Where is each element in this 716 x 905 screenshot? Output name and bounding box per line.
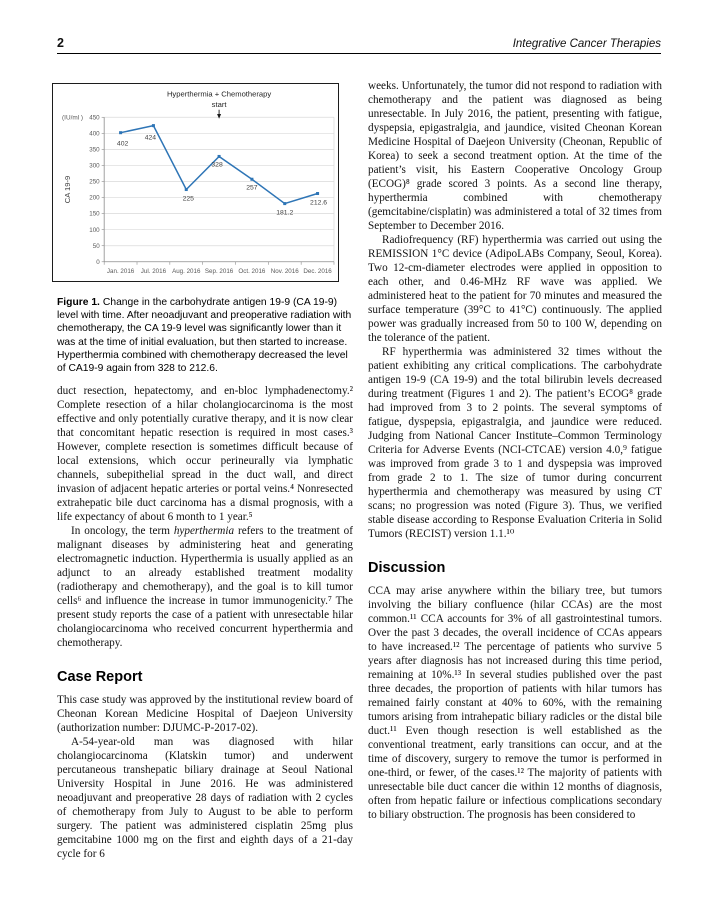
paragraph-segment: refers to the treatment of malignant diseases by administering heat and generating electromagnetic induction. Hyperthermia is usually applied as an adjunct to an already established treatment modality (radiotherapy and chemotherapy), and the goal is to kill tumor cells⁶ and influence the increase in tumor immunogenicity.⁷ The present study reports the case of a patient with unresectable hilar cholangiocarcinoma who received concurrent hyperthermia and chemotherapy. bbox=[57, 525, 353, 649]
svg-text:328: 328 bbox=[211, 161, 223, 169]
svg-text:181.2: 181.2 bbox=[276, 209, 294, 217]
svg-text:Aug. 2016: Aug. 2016 bbox=[172, 267, 201, 275]
svg-text:350: 350 bbox=[89, 146, 100, 154]
svg-text:Nov. 2016: Nov. 2016 bbox=[270, 267, 299, 275]
svg-text:Jan. 2016: Jan. 2016 bbox=[106, 267, 135, 275]
paragraph-duct-resection: duct resection, hepatectomy, and en-bloc lymphadenectomy.² Complete resection of a hilar cholangiocarcinoma is the most effective and only potentially curative therapy, and it is now clear that concomitant hepatic resection is required in most cases.³ However, complete resection is sometimes difficult because of local extensions, which occur perineurally via lymphatic channels, subepithelial spread in the duct wall, and direct invasion of adjacent hepatic arteries or portal veins.⁴ Nonresected extrahepatic bile duct carcinoma has a dismal prognosis, with a life expectancy of about 6 month to 1 year.⁵ bbox=[57, 385, 353, 523]
svg-text:0: 0 bbox=[96, 258, 100, 266]
svg-text:402: 402 bbox=[116, 140, 129, 148]
svg-text:start: start bbox=[211, 100, 227, 110]
paragraph-segment: In oncology, the term bbox=[71, 525, 174, 537]
svg-text:200: 200 bbox=[89, 194, 100, 202]
italic-term-hyperthermia: hyperthermia bbox=[173, 525, 235, 537]
heading-discussion: Discussion bbox=[368, 560, 446, 576]
paragraph-patient-history: A-54-year-old man was diagnosed with hilar cholangiocarcinoma (Klatskin tumor) and underwent percutaneous transhepatic biliary drainage at Seoul National University Hospital in June 2016. He was administered neoadjuvant and preoperative 28 days of radiation with 2 cycles of chemotherapy from July to August to be able to perform surgery. The patient was administered cisplatin 25mg plus gemcitabine 1000 mg on the first and eighth days of a 21-day cycle for 6 bbox=[57, 736, 353, 860]
svg-text:100: 100 bbox=[89, 226, 100, 234]
svg-text:300: 300 bbox=[89, 162, 100, 170]
svg-text:Oct. 2016: Oct. 2016 bbox=[238, 267, 266, 275]
page-number: 2 bbox=[57, 36, 64, 50]
svg-text:450: 450 bbox=[89, 114, 100, 122]
figure-1-caption bbox=[57, 296, 352, 375]
paragraph-treatment-results: RF hyperthermia was administered 32 times without the patient exhibiting any critical complications. The carbohydrate antigen 19-9 (CA 19-9) and the total bilirubin levels decreased during treatment (Figures 1 and 2). The patient’s ECOG⁸ grade had improved from 3 to 2 points. The several symptoms of fatigue, dyspepsia, epigastralgia, and jaundice were reduced. Judging from National Cancer Institute–Common Terminology Criteria for Adverse Events (NCI-CTCAE) version 4.0,⁹ fatigue was improved from grade 3 to 1 and dyspepsia was improved from grade 2 to 1. The size of tumor during concurrent hyperthermia and chemotherapy was measured by using CT scans; no progression was noted (Figure 3). Thus, we verified stable disease according to Response Evaluation Criteria in Solid Tumors (RECIST) version 1.1.¹⁰ bbox=[368, 346, 662, 540]
paragraph-second-opinion: weeks. Unfortunately, the tumor did not respond to radiation with chemotherapy and the patient was diagnosed as being unresectable. In July 2016, the patient, presenting with fatigue, dyspepsia, epigastralgia, and jaundice, visited Cheonan Korean Medicine Hospital of Daejeon University (Cheonan, Republic of Korea) to seek a second treatment option. At the time of the patient’s visit, his Eastern Cooperative Oncology Group (ECOG)⁸ grade scored 3 points. As a second line therapy, hyperthermia combined with chemotherapy (gemcitabine/cisplatin) was administered a total of 32 times from September to December 2016. bbox=[368, 80, 662, 232]
journal-title: Integrative Cancer Therapies bbox=[512, 38, 661, 50]
paragraph-hyperthermia-definition bbox=[57, 524, 353, 650]
svg-text:Sep. 2016: Sep. 2016 bbox=[204, 267, 234, 275]
svg-text:50: 50 bbox=[92, 242, 100, 250]
heading-case-report: Case Report bbox=[57, 669, 143, 685]
figure-1-box bbox=[52, 83, 339, 282]
left-column bbox=[57, 384, 353, 861]
svg-text:212.6: 212.6 bbox=[310, 199, 328, 207]
right-column bbox=[368, 79, 662, 822]
svg-text:250: 250 bbox=[89, 178, 100, 186]
svg-text:Jul. 2016: Jul. 2016 bbox=[140, 267, 167, 275]
page-header bbox=[57, 36, 661, 54]
svg-text:Hyperthermia + Chemotherapy: Hyperthermia + Chemotherapy bbox=[166, 89, 272, 99]
svg-text:Dec. 2016: Dec. 2016 bbox=[303, 267, 332, 275]
paragraph-irb-approval: This case study was approved by the institutional review board of Cheonan Korean Medicine Hospital of Daejeon University (authorization number: DJUMC-P-2017-02). bbox=[57, 694, 353, 734]
figure-1-caption-label: Figure 1. bbox=[57, 297, 100, 308]
svg-text:424: 424 bbox=[144, 134, 157, 142]
figure-1-caption-text: Change in the carbohydrate antigen 19-9 (CA 19-9) level with time. After neoadjuvant and preoperative radiation with chemotherapy, the CA 19-9 level was significantly lower than it was at the time of initial evaluation, but then started to increase. Hyperthermia combined with chemotherapy decreased the level of CA19-9 again from 328 to 212.6. bbox=[57, 297, 352, 375]
ca-19-9-line-chart bbox=[53, 84, 338, 281]
paragraph-rf-device: Radiofrequency (RF) hyperthermia was carried out using the REMISSION 1°C device (AdipoLABs Company, Seoul, Korea). Two 12-cm-diameter electrodes were applied in opposition to each other, and 0.46-MHz RF wave was applied. We administered heat to the patient for 70 minutes and measured the surface temperature (39°C to 41°C) continuously. The applied power was gradually increased from 50 to 100 W, depending on the tolerance of the patient. bbox=[368, 234, 662, 344]
svg-text:150: 150 bbox=[89, 210, 100, 218]
paragraph-cca-epidemiology: CCA may arise anywhere within the biliary tree, but tumors involving the biliary confluence (hilar CCAs) are the most common.¹¹ CCA accounts for 3% of all gastrointestinal tumors. Over the past 3 decades, the overall incidence of CCAs appears to have increased.¹² The percentage of patients who survive 5 years after diagnosis has not increased during this time period, remaining at 10%.¹³ In several studies published over the past three decades, the proportion of patients with hilar tumors has remained fairly constant at 40% to 60%, with the remaining tumors arising from intrahepatic biliary radicles or the distal bile duct.¹¹ Even though resection is well established as the conventional treatment, early transitions can occur, and at the time of discovery, surgery to remove the tumor is performed in one-third, or fewer, of the cases.¹² The majority of patients with unresectable bile duct cancer die within 12 months of diagnosis, often from hepatic failure or infectious complications secondary to biliary obstruction. The prognosis has been considered to bbox=[368, 585, 662, 821]
svg-text:225: 225 bbox=[182, 195, 194, 203]
svg-text:(IU/ml ): (IU/ml ) bbox=[62, 114, 84, 122]
svg-text:CA 19-9: CA 19-9 bbox=[63, 175, 73, 204]
svg-text:400: 400 bbox=[89, 130, 100, 138]
svg-text:257: 257 bbox=[246, 184, 258, 192]
